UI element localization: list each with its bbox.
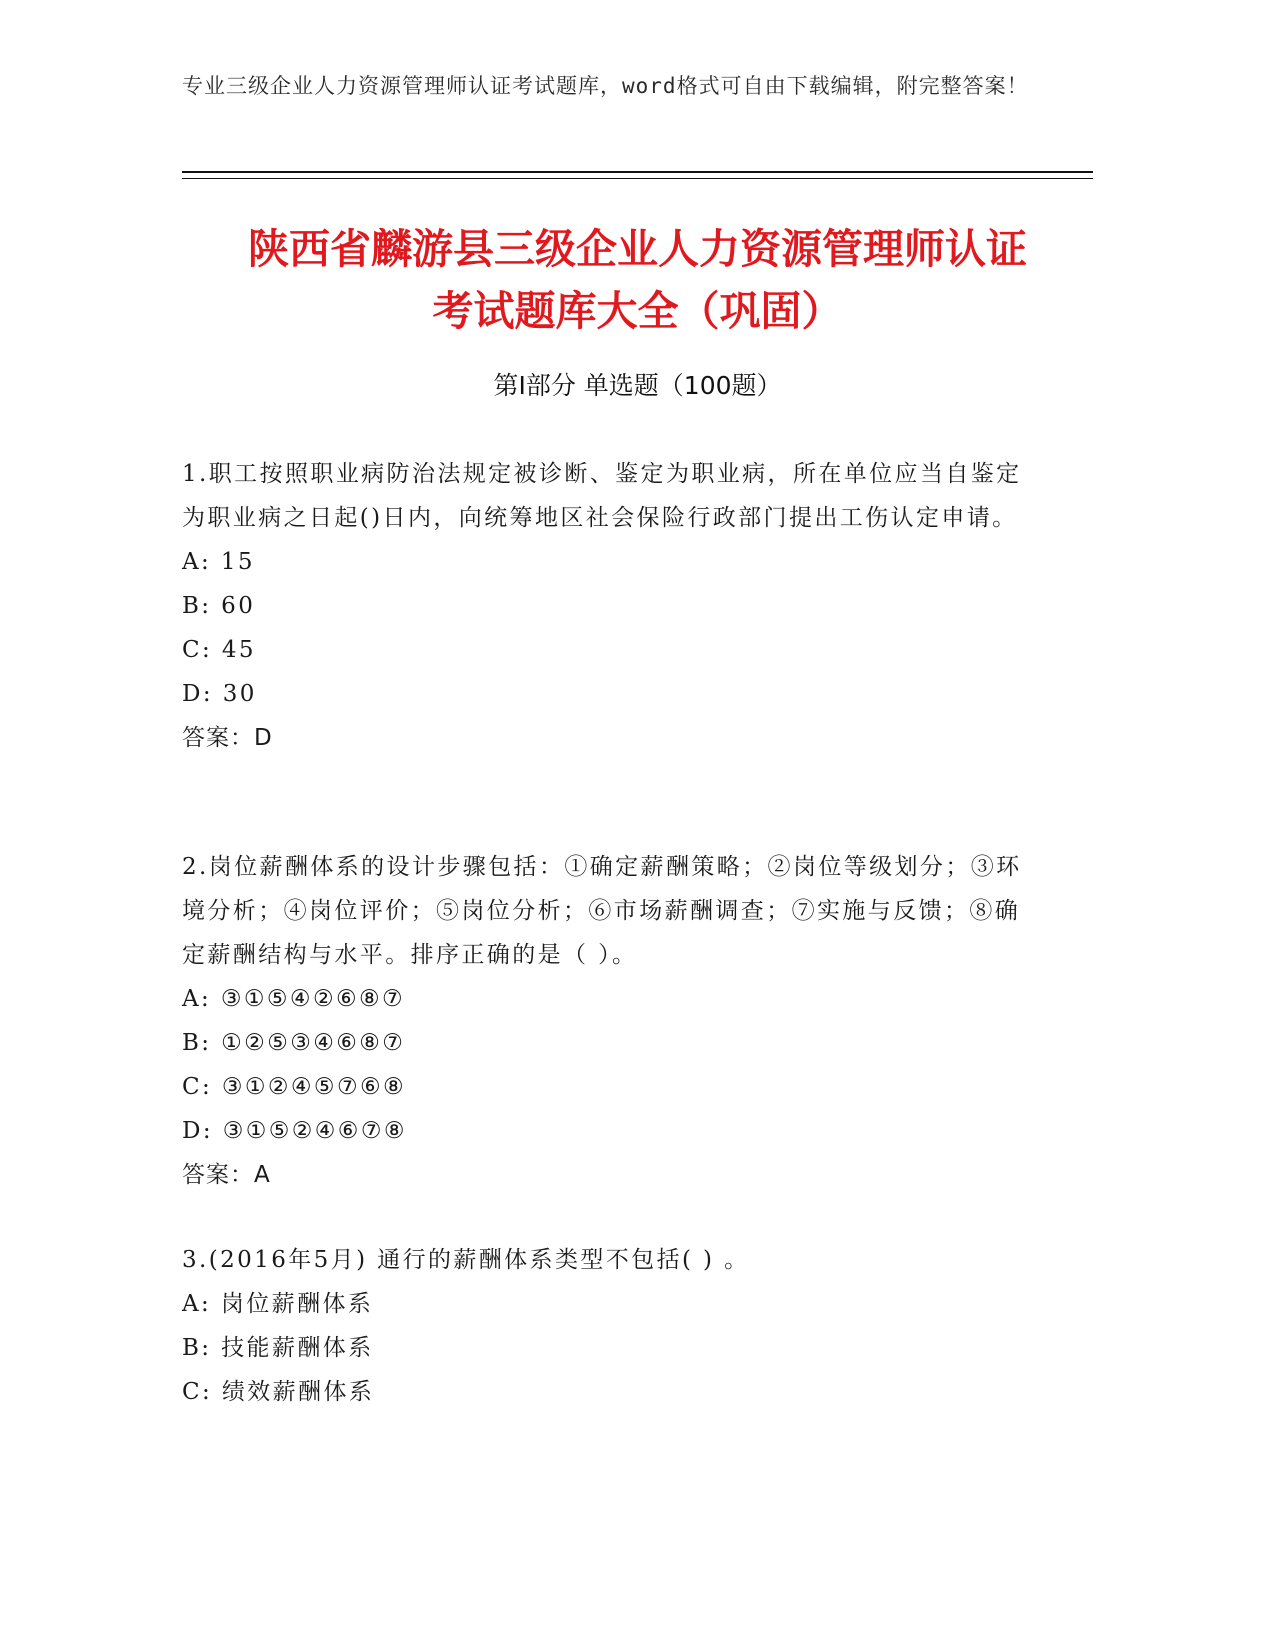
option-d: D: 30 <box>182 681 257 707</box>
header-note: 专业三级企业人力资源管理师认证考试题库，word格式可自由下载编辑，附完整答案！ <box>182 74 1029 98</box>
answer-line: 答案：A <box>182 1162 271 1188</box>
question-stem: 1.职工按照职业病防治法规定被诊断、鉴定为职业病，所在单位应当自鉴定为职业病之日起()日内，向统筹地区社会保险行政部门提出工伤认定申请。 <box>182 461 1022 531</box>
section-heading: 第Ⅰ部分 单选题（100题） <box>493 371 782 400</box>
document-title-line-1: 陕西省麟游县三级企业人力资源管理师认证 <box>248 225 1027 273</box>
question-stem: 3.(2016年5月) 通行的薪酬体系类型不包括( ) 。 <box>182 1247 750 1273</box>
option-c: C: 45 <box>182 637 256 663</box>
option-b: B: 60 <box>182 593 256 619</box>
option-c: C: ③①②④⑤⑦⑥⑧ <box>182 1074 407 1100</box>
question-3 <box>182 1238 1022 1414</box>
option-a: A: 岗位薪酬体系 <box>182 1291 374 1317</box>
document-title <box>150 218 1125 342</box>
document-title-line-2: 考试题库大全（巩固） <box>432 287 843 335</box>
option-a: A: ③①⑤④②⑥⑧⑦ <box>182 986 406 1012</box>
answer-line: 答案：D <box>182 725 273 751</box>
option-b: B: ①②⑤③④⑥⑧⑦ <box>182 1030 406 1056</box>
question-2 <box>182 845 1022 1197</box>
header-divider-thin <box>182 178 1093 179</box>
option-c: C: 绩效薪酬体系 <box>182 1379 375 1405</box>
header-divider-thick <box>182 171 1093 173</box>
option-b: B: 技能薪酬体系 <box>182 1335 374 1361</box>
question-1 <box>182 452 1022 760</box>
option-a: A: 15 <box>182 549 255 575</box>
option-d: D: ③①⑤②④⑥⑦⑧ <box>182 1118 407 1144</box>
question-stem: 2.岗位薪酬体系的设计步骤包括：①确定薪酬策略；②岗位等级划分；③环境分析；④岗位评价；⑤岗位分析；⑥市场薪酬调查；⑦实施与反馈；⑧确定薪酬结构与水平。排序正确的是（ ）。 <box>182 854 1022 968</box>
